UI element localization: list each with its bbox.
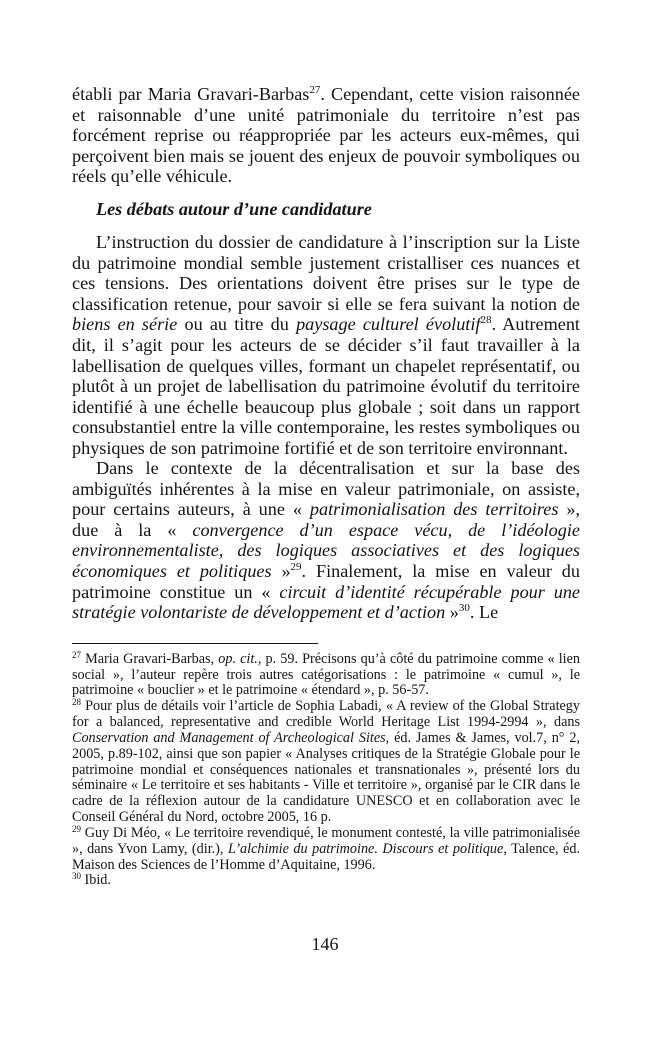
footnote-number: 27 <box>72 649 81 660</box>
italic-run: paysage culturel évolutif <box>296 314 481 335</box>
italic-run: op. cit. <box>218 650 258 667</box>
text-run: » <box>445 602 459 623</box>
footnote-number: 28 <box>72 697 81 708</box>
footnote-ref-28: 28 <box>480 314 492 327</box>
text-run: L’instruction du dossier de candidature à l’inscription sur la Liste du patrimoine mondial semble justement cristalliser ces nuances et ces tensions. Des orientations doivent être prises sur le type de classification retenue, pour savoir si elle se fera suivant la notion de <box>72 232 580 314</box>
book-page <box>72 84 580 889</box>
text-run: Ibid. <box>81 872 111 889</box>
footnote-27 <box>72 649 580 700</box>
footnote-number: 30 <box>72 871 81 882</box>
footnote-ref-29: 29 <box>290 561 302 574</box>
footnotes <box>72 649 580 890</box>
footnote-separator <box>72 643 318 644</box>
italic-run: L’alchimie du patrimoine. Discours et politique <box>227 840 504 857</box>
text-run: , éd. James & James, vol.7, n° 2, 2005, p.89-102, ainsi que son papier « Analyses critiques de la Stratégie Globale pour le patrimoine mondial et conséquences nationales et transnationales », présenté lors du séminaire « Le territoire et ses habitants - Ville et territoire », organisé par le CIR dans le cadre de la réflexion autour de la candidature UNESCO et en collaboration avec le Conseil Général du Nord, octobre 2005, 16 p. <box>72 729 580 826</box>
text-run: Maria Gravari-Barbas, <box>81 650 219 667</box>
paragraph-2 <box>72 232 580 458</box>
text-run: . Le <box>469 602 499 623</box>
text-run: . Cependant, cette vision raisonnée et raisonnable d’une unité patrimoniale du territoire n’est pas forcément reprise ou réappropriée par les acteurs eux-mêmes, qui perçoivent bien mais se jouent des enjeux de pouvoir symboliques ou réels qu’elle véhicule. <box>72 84 580 187</box>
footnote-30 <box>72 873 580 889</box>
text-run: établi par Maria Gravari-Barbas <box>72 84 310 104</box>
text-run: . Finalement, la mise en valeur du patrimoine constitue un « <box>72 561 580 602</box>
footnote-ref-27: 27 <box>309 84 321 96</box>
italic-run: convergence d’un espace vécu, de l’idéologie environnementaliste, des logiques associatives et des logiques économiques et politiques <box>72 519 580 582</box>
text-run: », due à la « <box>72 499 581 540</box>
body-text <box>72 84 580 623</box>
footnote-ref-30: 30 <box>458 602 470 615</box>
text-run: . Autrement dit, il s’agit pour les acteurs de se décider s’il faut travailler à la labellisation de quelques villes, formant un chapelet représentatif, ou plutôt à un projet de labellisation du patrimoine évolutif du territoire identifié à une échelle beaucoup plus globale ; soit dans un rapport consubstantiel entre la ville contemporaine, les restes symboliques ou physiques de son patrimoine fortifié et de son territoire environnant. <box>72 314 580 458</box>
italic-run: Conservation and Management of Archeological Sites <box>72 729 386 746</box>
text-run: » <box>271 561 291 582</box>
italic-run: biens en série <box>72 314 178 335</box>
italic-run: circuit d’identité récupérable pour une stratégie volontariste de développement et d’action <box>72 581 580 623</box>
text-run: ou au titre du <box>177 314 297 335</box>
text-run: , Talence, éd. Maison des Sciences de l’Homme d’Aquitaine, 1996. <box>72 840 580 873</box>
text-run: Pour plus de détails voir l’article de Sophia Labadi, « A review of the Global Strategy for a balanced, representative and credible World Heritage List 1994-2994 », dans <box>72 698 580 731</box>
footnote-28 <box>72 699 580 826</box>
paragraph-1 <box>72 84 580 187</box>
footnote-29 <box>72 823 580 874</box>
paragraph-3 <box>72 458 580 622</box>
text-run: , p. 59. Précisons qu’à côté du patrimoine comme « lien social », l’auteur repère trois autres catégorisations : le patrimoine « cumul », le patrimoine « bouclier » et le patrimoine « étendard », p. 56-57. <box>72 650 580 699</box>
italic-run: patrimonialisation des territoires <box>309 499 559 520</box>
footnote-number: 29 <box>72 823 81 834</box>
page-number: 146 <box>311 934 339 954</box>
text-run: Dans le contexte de la décentralisation et sur la base des ambiguïtés inhérentes à la mise en valeur patrimoniale, on assiste, pour certains auteurs, à une « <box>72 458 580 520</box>
text-run: Guy Di Méo, « Le territoire revendiqué, le monument contesté, la ville patrimonialisée », dans Yvon Lamy, (dir.), <box>72 824 580 857</box>
section-heading: Les débats autour d’une candidature <box>96 198 372 219</box>
